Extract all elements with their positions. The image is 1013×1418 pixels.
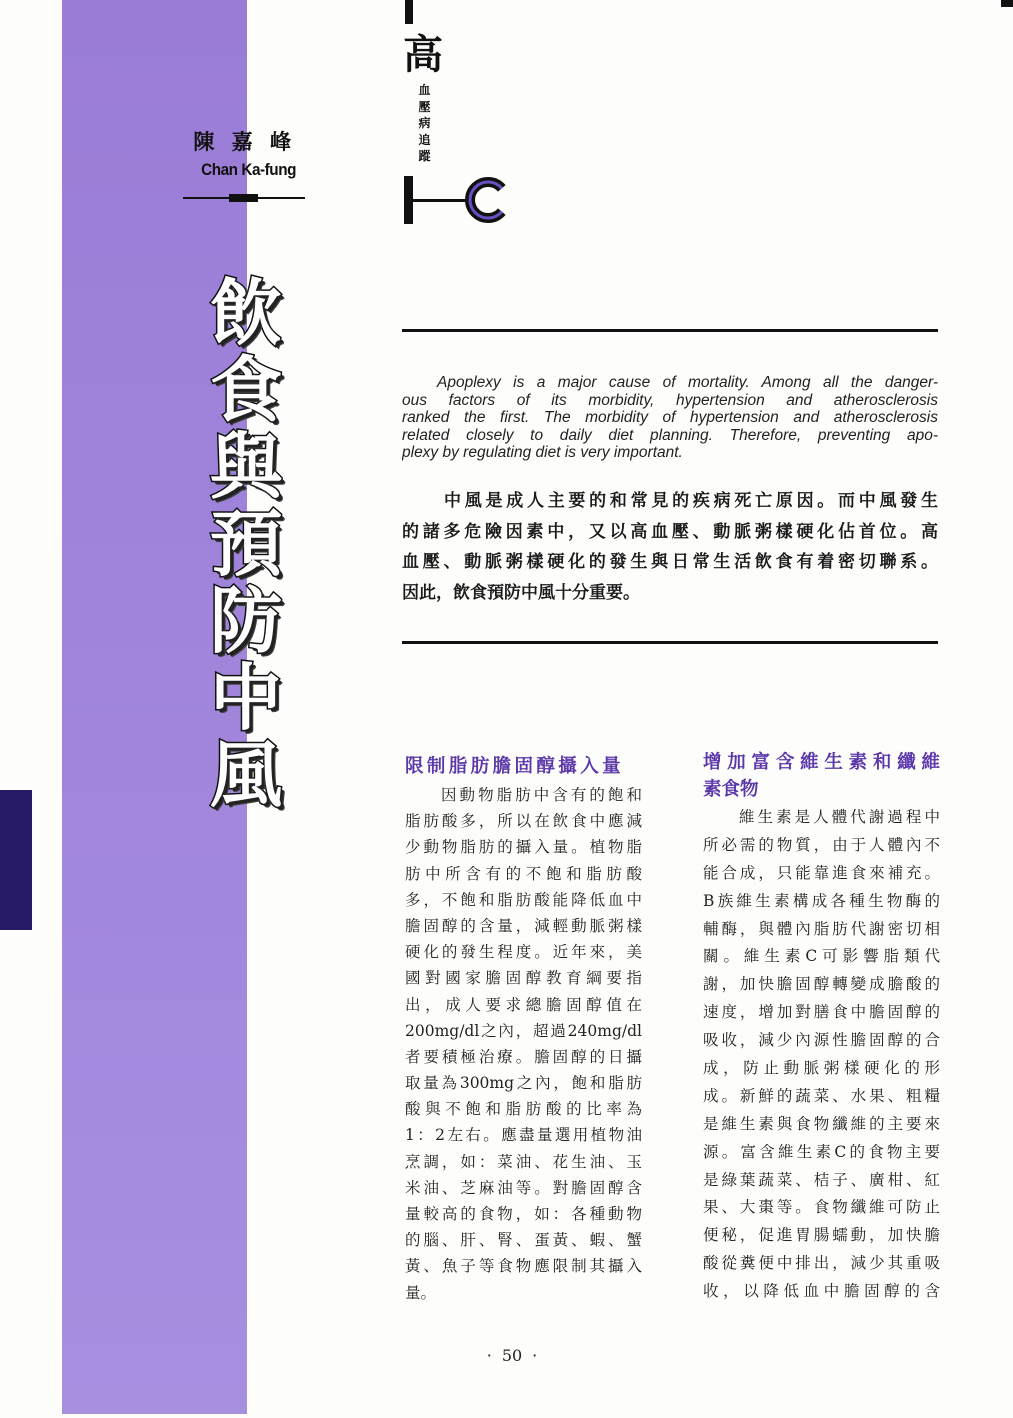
body-line: 果、大棗等。食物纖維可防止 — [703, 1198, 940, 1217]
body-line: 維生素是人體代謝過程中 — [739, 808, 940, 826]
body-line: 便秘，促進胃腸蠕動，加快膽 — [703, 1226, 940, 1245]
series-top-bar — [405, 0, 413, 24]
body-line: 硬化的發生程度。近年來，美 — [405, 943, 642, 962]
body-line: 酸與不飽和脂肪酸的比率為 — [405, 1100, 642, 1119]
hc-logo — [400, 172, 512, 228]
article-title: 飲食與預防中風 — [209, 271, 282, 817]
body-line: 量。 — [405, 1283, 437, 1302]
summary-line: 血壓、動脈粥樣硬化的發生與日常生活飲食有着密切聯系。 — [402, 552, 938, 573]
body-line: 是維生素與食物纖維的主要來 — [703, 1114, 940, 1133]
body-line: 多，不飽和脂肪酸能降低血中 — [405, 890, 642, 909]
body-line: 國對國家膽固醇教育綱要指 — [405, 969, 642, 988]
abstract-line: ranked the first. The morbidity of hypertension and atherosclerosis — [402, 409, 938, 426]
author-name-chinese: 陳 嘉 峰 — [193, 130, 296, 154]
series-column-label: 血壓病追蹤 — [418, 83, 431, 164]
section-body-fat-cholesterol — [405, 782, 642, 1306]
body-line: 取量為300mg之內，飽和脂肪 — [405, 1074, 642, 1093]
body-line: 是綠葉蔬菜、桔子、廣柑、紅 — [703, 1170, 940, 1189]
body-line: 成。新鮮的蔬菜、水果、粗糧 — [703, 1086, 940, 1105]
body-line: 源。富含維生素C的食物主要 — [703, 1142, 940, 1161]
body-line: 成，防止動脈粥樣硬化的形 — [703, 1059, 940, 1078]
abstract-bottom-rule — [402, 641, 938, 644]
navy-edge-block — [0, 790, 32, 930]
body-line: 黃、魚子等食物應限制其攝入 — [405, 1257, 642, 1276]
heading-line: 增加富含維生素和纖維 — [703, 752, 940, 773]
author-name-english: Chan Ka-fung — [201, 160, 296, 179]
body-line: 所必需的物質，由于人體內不 — [703, 835, 940, 854]
body-line: 謝，加快膽固醇轉變成膽酸的 — [703, 975, 940, 994]
chinese-summary — [402, 486, 938, 609]
summary-line: 中風是成人主要的和常見的疾病死亡原因。而中風發生 — [444, 491, 938, 511]
page-number: · 50 · — [462, 1346, 562, 1366]
body-line: 速度，增加對膳食中膽固醇的 — [703, 1003, 940, 1022]
section-heading-vitamin-fiber — [703, 749, 940, 803]
body-line: 輔酶，與體內脂肪代謝密切相 — [703, 919, 940, 938]
body-line: 少動物脂肪的攝入量。植物脂 — [405, 838, 642, 857]
series-logo-char: 高 — [403, 32, 443, 78]
body-line: 吸收，減少內源性膽固醇的合 — [703, 1031, 940, 1050]
body-line: 脂肪酸多，所以在飲食中應減 — [405, 812, 642, 831]
body-line: 膽固醇的含量，減輕動脈粥樣 — [405, 916, 642, 935]
abstract-line: plexy by regulating diet is very important. — [402, 444, 683, 461]
body-line: 烹調，如：菜油、花生油、玉 — [405, 1152, 642, 1171]
body-line: 關。維生素C可影響脂類代 — [703, 947, 940, 966]
abstract-top-rule — [402, 329, 938, 332]
body-line: 因動物脂肪中含有的飽和 — [441, 786, 642, 804]
body-line: 1：2左右。應盡量選用植物油 — [405, 1126, 642, 1145]
body-line: 出，成人要求總膽固醇值在 — [405, 995, 642, 1014]
body-line: 者要積極治療。膽固醇的日攝 — [405, 1047, 642, 1066]
body-line: 量較高的食物，如：各種動物 — [405, 1205, 642, 1223]
body-line: 肪中所含有的不飽和脂肪酸 — [405, 864, 642, 883]
body-line: 米油、芝麻油等。對膽固醇含 — [405, 1178, 642, 1197]
summary-line: 因此，飲食預防中風十分重要。 — [402, 583, 640, 604]
abstract-line: related closely to daily diet planning. Therefore, preventing apo- — [402, 426, 938, 444]
body-line: 能合成，只能靠進食來補充。 — [703, 863, 940, 882]
body-line: B族維生素構成各種生物酶的 — [703, 891, 940, 910]
section-heading-fat-cholesterol: 限制脂肪膽固醇攝入量 — [405, 756, 625, 777]
section-body-vitamin-fiber — [703, 804, 940, 1306]
body-line: 酸從糞便中排出，減少其重吸 — [703, 1254, 940, 1273]
body-line: 200mg/dl之內，超過240mg/dl — [405, 1021, 642, 1040]
body-line: 收，以降低血中膽固醇的含 — [703, 1282, 940, 1301]
corner-mark — [1001, 0, 1013, 7]
body-line: 的腦、肝、腎、蛋黃、蝦、蟹 — [405, 1231, 642, 1250]
abstract-line: Apoplexy is a major cause of mortality. Among all the danger- — [437, 374, 938, 391]
abstract-line: ous factors of its morbidity, hypertension and atherosclerosis — [402, 391, 938, 409]
english-abstract — [402, 374, 938, 462]
author-underline-accent — [229, 194, 258, 202]
heading-line: 素食物 — [703, 779, 759, 800]
summary-line: 的諸多危險因素中，又以高血壓、動脈粥樣硬化佔首位。高 — [402, 521, 938, 542]
